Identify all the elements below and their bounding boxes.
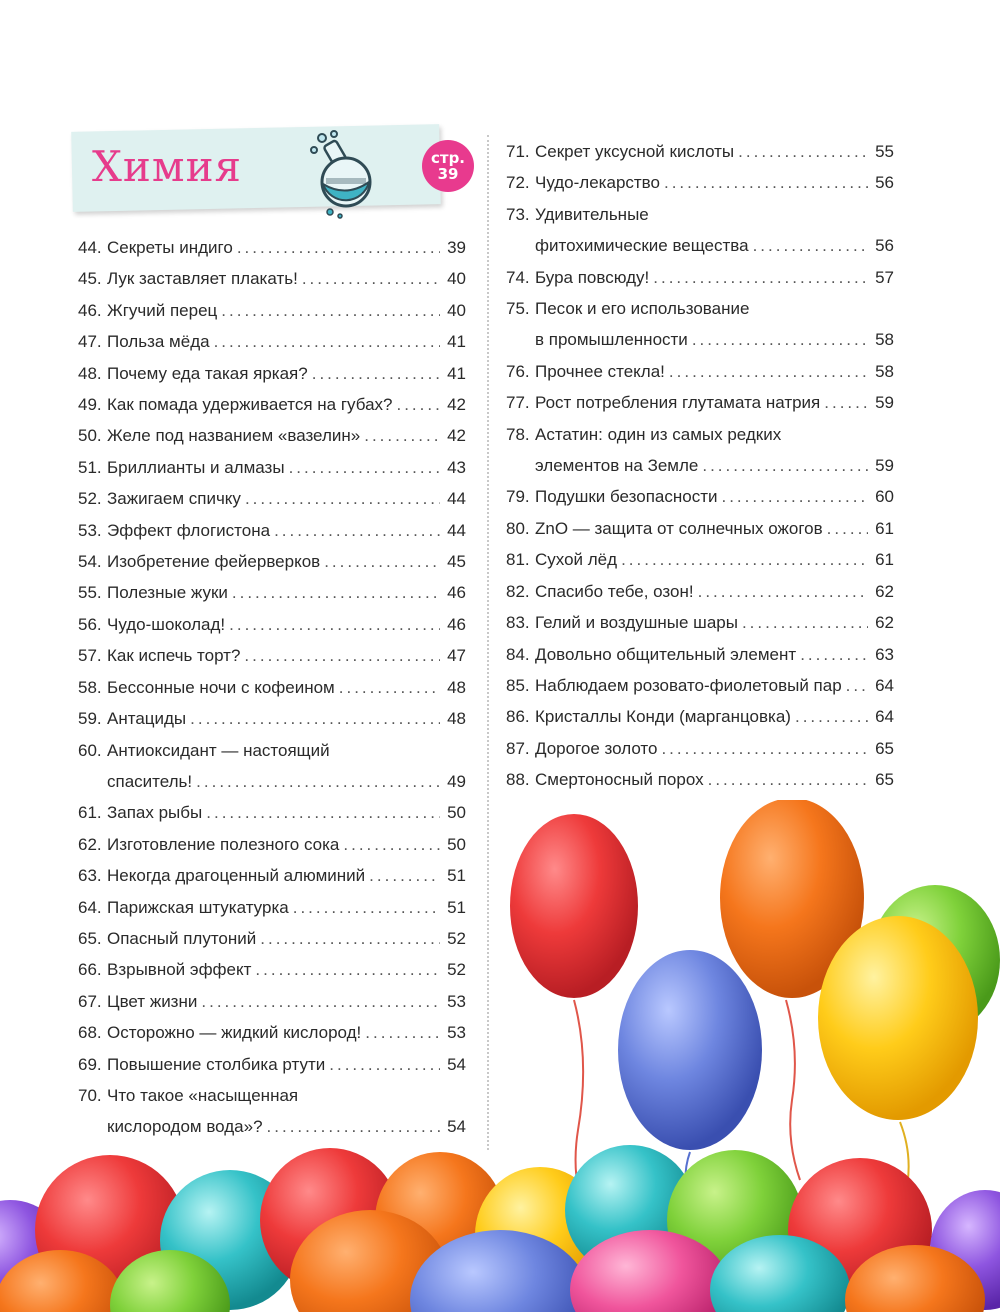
toc-entry[interactable] <box>78 232 466 263</box>
toc-entry[interactable] <box>78 389 466 420</box>
toc-entry-number: 56. <box>78 614 102 634</box>
toc-entry-title: Дорогое золото <box>535 738 658 758</box>
toc-entry-number: 71. <box>506 142 530 161</box>
toc-entry-title: Польза мёда <box>107 332 210 352</box>
toc-entry-number: 49. <box>78 395 102 415</box>
toc-entry-title: Как испечь торт? <box>107 646 241 666</box>
toc-entry-page: 44 <box>447 489 466 509</box>
toc-entry-page: 60 <box>875 487 894 507</box>
toc-entry-page: 51 <box>447 866 466 886</box>
toc-entry-page: 64 <box>875 707 894 727</box>
toc-entry-line <box>78 483 466 514</box>
toc-entry-page: 61 <box>875 518 894 538</box>
toc-entry-title: Песок и его использование <box>535 299 750 319</box>
toc-entry-title: фитохимические вещества <box>535 236 749 256</box>
toc-entry-title: Цвет жизни <box>107 991 198 1011</box>
toc-entry[interactable] <box>78 326 466 357</box>
toc-entry-number: 70. <box>78 1085 102 1105</box>
toc-leader-dots <box>621 544 868 575</box>
toc-entry-line <box>78 295 466 326</box>
toc-leader-dots <box>742 607 868 638</box>
toc-entry-page: 63 <box>875 644 894 664</box>
toc-entry-number: 45. <box>78 269 102 289</box>
toc-entry-page: 56 <box>875 236 894 256</box>
toc-entry-title: Спасибо тебе, озон! <box>535 581 694 601</box>
toc-entry-page: 64 <box>875 675 894 695</box>
toc-entry[interactable] <box>506 481 894 512</box>
toc-entry-number: 72. <box>506 173 530 193</box>
toc-entry-page: 56 <box>875 173 894 193</box>
toc-entry-line <box>506 419 894 450</box>
toc-entry-title: Как помада удерживается на губах? <box>107 395 393 415</box>
toc-leader-dots <box>669 356 868 387</box>
toc-entry-page: 59 <box>875 456 894 476</box>
toc-entry-page: 59 <box>875 393 894 413</box>
toc-entry-title: Прочнее стекла! <box>535 361 665 381</box>
toc-entry-title: Зажигаем спичку <box>107 489 241 509</box>
toc-entry-line <box>78 420 466 451</box>
toc-entry-line <box>506 576 894 607</box>
toc-entry-page: 65 <box>875 738 894 758</box>
toc-entry-line <box>78 766 466 797</box>
toc-entry-page: 49 <box>447 771 466 791</box>
toc-entry-page: 40 <box>447 300 466 320</box>
toc-leader-dots <box>702 450 868 481</box>
toc-entry-line <box>506 230 894 261</box>
toc-entry-title: Секреты индиго <box>107 238 233 257</box>
page-badge <box>422 140 474 192</box>
toc-entry-title: Запах рыбы <box>107 803 203 823</box>
toc-entry-page: 43 <box>447 457 466 477</box>
toc-entry-line <box>78 609 466 640</box>
toc-entry-line <box>78 735 466 766</box>
toc-entry-title: Довольно общительный элемент <box>535 644 797 664</box>
toc-entry-page: 39 <box>447 238 466 257</box>
toc-entry-line <box>506 450 894 481</box>
toc-entry[interactable] <box>78 263 466 294</box>
toc-entry-line <box>506 356 894 387</box>
toc-entry-line <box>78 640 466 671</box>
toc-entry-number: 79. <box>506 487 530 507</box>
toc-entry[interactable] <box>78 420 466 451</box>
toc-entry-line <box>78 515 466 546</box>
toc-entry-page: 57 <box>875 267 894 287</box>
toc-entry-number: 77. <box>506 393 530 413</box>
toc-entry-title: Изготовление полезного сока <box>107 834 340 854</box>
toc-entry-title: Рост потребления глутамата натрия <box>535 393 821 413</box>
toc-entry-title: Лук заставляет плакать! <box>107 269 298 289</box>
toc-entry-title: Антациды <box>107 709 187 729</box>
toc-entry-page: 54 <box>447 1117 466 1137</box>
toc-entry-number: 82. <box>506 581 530 601</box>
toc-entry-number: 53. <box>78 520 102 540</box>
toc-entry[interactable] <box>78 295 466 326</box>
toc-entry[interactable] <box>78 703 466 734</box>
balloons-illustration <box>0 800 1000 1312</box>
toc-entry-title: Бура повсюду! <box>535 267 650 287</box>
toc-leader-dots <box>846 670 868 701</box>
toc-entry-title: Почему еда такая яркая? <box>107 363 308 383</box>
toc-entry-number: 54. <box>78 552 102 572</box>
toc-entry[interactable] <box>78 452 466 483</box>
toc-entry-number: 87. <box>506 738 530 758</box>
toc-entry-page: 45 <box>447 552 466 572</box>
toc-entry-line <box>78 263 466 294</box>
toc-entry-page: 50 <box>447 834 466 854</box>
toc-entry[interactable] <box>506 387 894 418</box>
toc-leader-dots <box>692 324 868 355</box>
toc-entry-page: 41 <box>447 363 466 383</box>
toc-leader-dots <box>214 326 440 357</box>
toc-entry-line <box>506 262 894 293</box>
toc-entry[interactable] <box>78 640 466 671</box>
toc-entry-title: Эффект флогистона <box>107 520 271 540</box>
toc-entry-number: 61. <box>78 803 102 823</box>
toc-entry[interactable] <box>506 764 894 795</box>
toc-entry-page: 48 <box>447 709 466 729</box>
toc-leader-dots <box>196 766 440 797</box>
toc-entry-page: 40 <box>447 269 466 289</box>
toc-entry-line <box>506 733 894 764</box>
toc-entry-number: 85. <box>506 675 530 695</box>
toc-entry-title: Астатин: один из самых редких <box>535 424 782 444</box>
toc-leader-dots <box>312 358 440 389</box>
toc-entry-number: 47. <box>78 332 102 352</box>
toc-entry-title: Взрывной эффект <box>107 960 252 980</box>
toc-entry-page: 53 <box>447 991 466 1011</box>
toc-entry-line <box>506 764 894 795</box>
toc-entry[interactable] <box>506 607 894 638</box>
toc-entry-title: Чудо-лекарство <box>535 173 660 193</box>
toc-right-column <box>506 136 894 796</box>
page-badge-number: 39 <box>437 165 459 183</box>
toc-entry-line <box>506 387 894 418</box>
toc-leader-dots <box>190 703 440 734</box>
toc-entry-title: Изобретение фейерверков <box>107 552 321 572</box>
toc-entry-line <box>78 546 466 577</box>
toc-entry-number: 57. <box>78 646 102 666</box>
toc-entry-line <box>506 481 894 512</box>
toc-entry[interactable] <box>78 672 466 703</box>
toc-entry-page: 42 <box>447 426 466 446</box>
toc-entry[interactable] <box>78 609 466 640</box>
toc-entry[interactable] <box>506 670 894 701</box>
toc-entry-line <box>506 324 894 355</box>
toc-entry-title: кислородом вода»? <box>107 1117 263 1137</box>
toc-entry-page: 46 <box>447 614 466 634</box>
toc-entry-title: спаситель! <box>107 771 193 791</box>
toc-entry-page: 48 <box>447 677 466 697</box>
toc-entry-title: Гелий и воздушные шары <box>535 613 738 633</box>
toc-entry-line <box>506 544 894 575</box>
toc-entry[interactable] <box>78 358 466 389</box>
toc-entry-number: 46. <box>78 300 102 320</box>
toc-entry-line <box>78 389 466 420</box>
toc-entry-number: 48. <box>78 363 102 383</box>
toc-leader-dots <box>274 515 440 546</box>
toc-leader-dots <box>800 639 868 670</box>
toc-entry-number: 81. <box>506 550 530 570</box>
toc-entry-title: Полезные жуки <box>107 583 228 603</box>
toc-leader-dots <box>824 387 868 418</box>
toc-entry-line <box>78 232 466 263</box>
toc-entry-title: Бессонные ночи с кофеином <box>107 677 335 697</box>
toc-entry-line <box>506 293 894 324</box>
toc-leader-dots <box>653 262 868 293</box>
toc-entry-title: Антиоксидант — настоящий <box>107 740 330 760</box>
toc-entry-line <box>506 670 894 701</box>
toc-leader-dots <box>221 295 440 326</box>
toc-leader-dots <box>324 546 440 577</box>
toc-entry-number: 66. <box>78 960 102 980</box>
toc-entry[interactable] <box>506 419 894 482</box>
toc-entry-line <box>78 577 466 608</box>
toc-entry-line <box>78 326 466 357</box>
toc-entry-page: 55 <box>875 142 894 161</box>
toc-entry-line <box>506 607 894 638</box>
toc-entry[interactable] <box>78 735 466 798</box>
toc-entry-page: 52 <box>447 928 466 948</box>
toc-entry-title: Желе под названием «вазелин» <box>107 426 361 446</box>
toc-entry-page: 58 <box>875 330 894 350</box>
toc-entry-line <box>506 167 894 198</box>
toc-leader-dots <box>339 672 440 703</box>
toc-entry-title: Удивительные <box>535 204 649 224</box>
toc-leader-dots <box>661 733 868 764</box>
toc-entry-page: 62 <box>875 581 894 601</box>
toc-entry-page: 65 <box>875 770 894 790</box>
toc-entry-page: 54 <box>447 1054 466 1074</box>
toc-entry-number: 84. <box>506 644 530 664</box>
toc-leader-dots <box>721 481 868 512</box>
flask-icon <box>300 128 380 220</box>
toc-entry-number: 86. <box>506 707 530 727</box>
toc-entry[interactable] <box>506 262 894 293</box>
toc-entry-line <box>506 513 894 544</box>
toc-entry-title: Некогда драгоценный алюминий <box>107 866 366 886</box>
toc-leader-dots <box>289 452 440 483</box>
toc-leader-dots <box>237 232 440 263</box>
toc-leader-dots <box>795 701 868 732</box>
toc-entry-title: Бриллианты и алмазы <box>107 457 285 477</box>
toc-entry-number: 52. <box>78 489 102 509</box>
toc-entry-title: Парижская штукатурка <box>107 897 289 917</box>
toc-entry-number: 51. <box>78 457 102 477</box>
toc-leader-dots <box>396 389 440 420</box>
toc-leader-dots <box>364 420 440 451</box>
toc-entry-number: 83. <box>506 613 530 633</box>
toc-entry-title: Жгучий перец <box>107 300 218 320</box>
toc-entry-number: 58. <box>78 677 102 697</box>
toc-entry-number: 80. <box>506 518 530 538</box>
toc-entry-number: 75. <box>506 299 530 319</box>
toc-leader-dots <box>698 576 868 607</box>
toc-entry-number: 55. <box>78 583 102 603</box>
toc-entry-page: 47 <box>447 646 466 666</box>
toc-leader-dots <box>827 513 868 544</box>
toc-entry-title: Подушки безопасности <box>535 487 718 507</box>
toc-entry[interactable] <box>78 577 466 608</box>
toc-entry-number: 64. <box>78 897 102 917</box>
toc-entry-line <box>78 703 466 734</box>
toc-leader-dots <box>245 483 440 514</box>
toc-entry-number: 60. <box>78 740 102 760</box>
toc-leader-dots <box>229 609 440 640</box>
toc-entry-number: 69. <box>78 1054 102 1074</box>
toc-entry-title: Повышение столбика ртути <box>107 1054 326 1074</box>
toc-entry-title: в промышленности <box>535 330 688 350</box>
toc-entry-page: 44 <box>447 520 466 540</box>
toc-entry-title: Кристаллы Конди (марганцовка) <box>535 707 791 727</box>
toc-entry[interactable] <box>78 515 466 546</box>
toc-entry[interactable] <box>506 293 894 356</box>
toc-entry[interactable] <box>506 576 894 607</box>
toc-entry-number: 59. <box>78 709 102 729</box>
toc-entry-page: 61 <box>875 550 894 570</box>
toc-entry-number: 67. <box>78 991 102 1011</box>
toc-entry-page: 58 <box>875 361 894 381</box>
toc-entry-line <box>78 452 466 483</box>
toc-entry-page: 52 <box>447 960 466 980</box>
toc-entry-title: Осторожно — жидкий кислород! <box>107 1023 362 1043</box>
toc-leader-dots <box>244 640 440 671</box>
toc-entry-title: Сухой лёд <box>535 550 618 570</box>
toc-entry-number: 68. <box>78 1023 102 1043</box>
toc-entry-page: 51 <box>447 897 466 917</box>
toc-leader-dots <box>708 764 868 795</box>
toc-entry-title: Смертоносный порох <box>535 770 704 790</box>
toc-entry-line <box>506 136 894 167</box>
page-badge-label: стр. <box>430 149 466 167</box>
toc-entry-page: 42 <box>447 395 466 415</box>
toc-leader-dots <box>664 167 868 198</box>
toc-entry[interactable] <box>506 733 894 764</box>
toc-leader-dots <box>738 136 868 167</box>
toc-entry-number: 78. <box>506 424 530 444</box>
toc-entry[interactable] <box>506 356 894 387</box>
toc-entry-line <box>78 672 466 703</box>
toc-entry-number: 76. <box>506 361 530 381</box>
toc-entry[interactable] <box>506 544 894 575</box>
toc-entry[interactable] <box>506 639 894 670</box>
toc-entry-number: 73. <box>506 204 530 224</box>
toc-entry-line <box>506 639 894 670</box>
toc-entry-title: Наблюдаем розовато-фиолетовый пар <box>535 675 842 695</box>
toc-entry[interactable] <box>506 701 894 732</box>
toc-entry-page: 41 <box>447 332 466 352</box>
toc-entry[interactable] <box>506 513 894 544</box>
toc-entry-title: Опасный плутоний <box>107 928 257 948</box>
toc-entry-number: 62. <box>78 834 102 854</box>
toc-entry[interactable] <box>78 546 466 577</box>
toc-leader-dots <box>753 230 868 261</box>
toc-entry-page: 46 <box>447 583 466 603</box>
toc-entry-line <box>78 358 466 389</box>
toc-entry-title: ZnO — защита от солнечных ожогов <box>535 518 823 538</box>
toc-entry-number: 65. <box>78 928 102 948</box>
toc-entry-page: 62 <box>875 613 894 633</box>
toc-entry-title: Секрет уксусной кислоты <box>535 142 735 161</box>
toc-entry-number: 88. <box>506 770 530 790</box>
toc-entry-number: 50. <box>78 426 102 446</box>
toc-entry-line <box>506 701 894 732</box>
toc-leader-dots <box>302 263 440 294</box>
toc-entry-title: Что такое «насыщенная <box>107 1085 299 1105</box>
toc-entry-number: 44. <box>78 238 102 257</box>
toc-entry-line <box>506 199 894 230</box>
section-title: Химия <box>92 142 243 191</box>
toc-entry-number: 74. <box>506 267 530 287</box>
toc-entry[interactable] <box>506 199 894 262</box>
toc-entry-page: 50 <box>447 803 466 823</box>
toc-entry-number: 63. <box>78 866 102 886</box>
toc-leader-dots <box>232 577 440 608</box>
toc-entry[interactable] <box>78 483 466 514</box>
toc-entry-title: элементов на Земле <box>535 456 699 476</box>
toc-entry[interactable] <box>506 167 894 198</box>
toc-entry-page: 53 <box>447 1023 466 1043</box>
toc-entry-title: Чудо-шоколад! <box>107 614 226 634</box>
toc-entry[interactable] <box>506 136 894 167</box>
